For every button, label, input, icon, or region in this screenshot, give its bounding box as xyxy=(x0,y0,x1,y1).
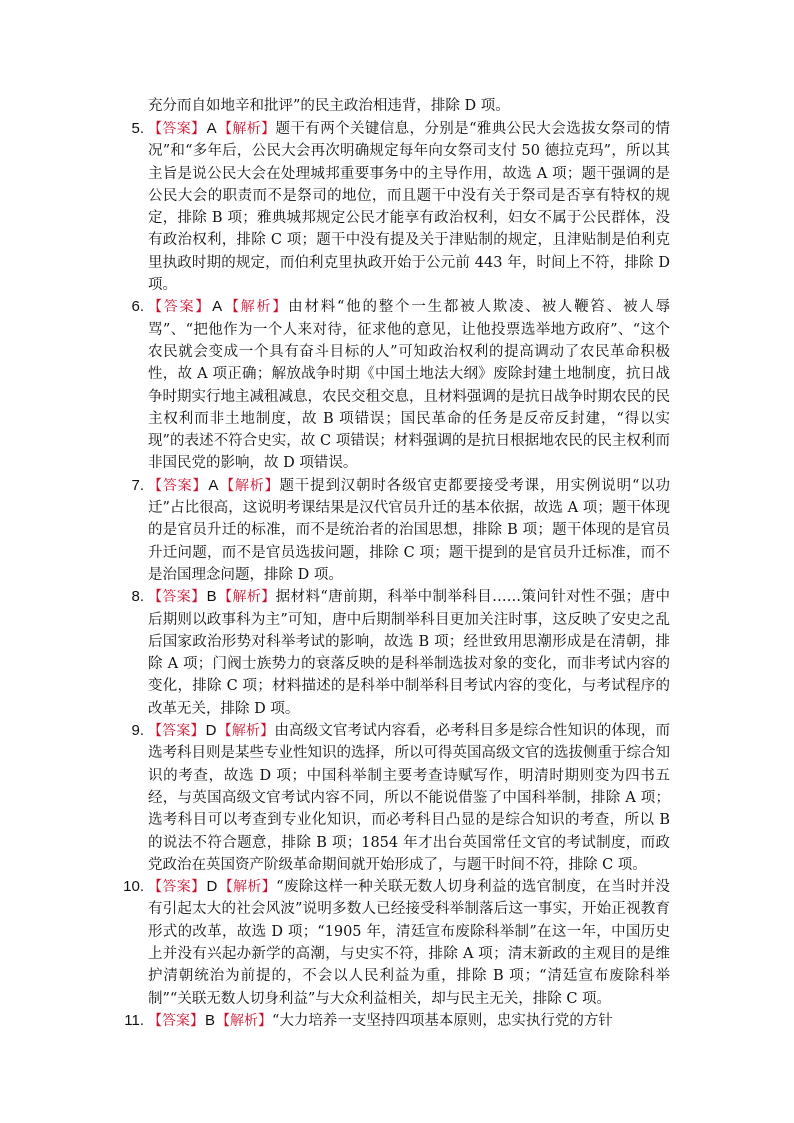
analysis-text: “废除这样一种关联无数人切身利益的选官制度，在当时并没有引起太大的社会风波”说明多数人已经接受科举制落后这一事实，开始正视教育形式的改革，故选 D 项；“1905 年，清廷宣布废除科举制”在这一年，中国历史上并没有兴起办新学的高潮，与史实不符，排除 A 项；清末新政的主观目的是维护清朝统治为前提的，不会以人民利益为重，排除 B 项；“清廷宣布废除科举制”“关联无数人切身利益”与大众利益相关，却与民主无关，排除 C 项。 xyxy=(148,879,671,1007)
analysis-label: 解析 xyxy=(233,879,262,896)
answer-choice: B xyxy=(205,1011,216,1029)
bracket-open: 【 xyxy=(217,121,233,137)
bracket-close: 】 xyxy=(192,477,208,494)
bracket-open: 【 xyxy=(219,477,235,494)
bracket-close: 】 xyxy=(272,299,289,316)
answer-label: 答案 xyxy=(162,879,192,896)
bracket-close: 】 xyxy=(190,1012,204,1029)
analysis-text: 由材料“他的整个一生都被人欺凌、被人鞭笞、被人辱骂”、“把他作为一个人来对待，征求他的意见，让他投票选举地方政府”、“这个农民就会变成一个具有奋斗目标的人”可知政治权利的提高调动了农民革命积极性，故 A 项正确；解放战争时期《中国土地法大纲》废除封建土地制度，抗日战争时期实行地主减租减息，农民交租交息，且材料强调的是抗日战争时期农民的民主权利而非土地制度，故 B 项错误；国民革命的任务是反帝反封建，“得以实现”的表述不符合史实，故 C 项错误；材料强调的是抗日根据地农民的民主权利而非国民党的影响，故 D 项错误。 xyxy=(148,299,671,472)
answer-label: 答案 xyxy=(162,589,192,606)
answer-item xyxy=(110,876,670,1010)
bracket-close: 】 xyxy=(264,477,280,494)
answer-choice: A xyxy=(212,298,223,316)
item-number: 7. xyxy=(131,476,144,494)
bracket-close: 】 xyxy=(190,723,205,740)
bracket-close: 】 xyxy=(191,121,206,137)
analysis-text: 题干有两个关键信息，分别是“雅典公民大会选拔女祭司的情况”和“多年后，公民大会再次明确规定每年向女祭司支付 50 德拉克玛”，所以其主旨是说公民大会在处理城邦重要事务中的主导作用，故选 A 项；题干强调的是公民大会的职责而不是祭司的地位，而且题干中没有关于祭司是否享有特权的规定，排除 B 项；雅典城邦规定公民才能享有政治权利，妇女不属于公民群体，没有政治权利，排除 C 项；题干中没有提及关于津贴制的规定，且津贴制是伯利克里执政时期的规定，而伯利克里执政开始于公元前 443 年，时间上不符，排除 D 项。 xyxy=(148,121,671,294)
analysis-label: 解析 xyxy=(234,477,265,494)
answer-item xyxy=(110,720,670,876)
item-number: 8. xyxy=(131,588,144,606)
bracket-close: 】 xyxy=(261,589,276,606)
analysis-label: 解析 xyxy=(232,121,262,137)
answer-item xyxy=(110,118,670,296)
analysis-text: “大力培养一支坚持四项基本原则，忠实执行党的方针 xyxy=(272,1012,613,1029)
bracket-open: 【 xyxy=(148,477,163,494)
bracket-open: 【 xyxy=(218,879,234,896)
bracket-close: 】 xyxy=(191,589,206,606)
answer-choice: D xyxy=(206,878,218,896)
bracket-open: 【 xyxy=(217,723,232,740)
analysis-label: 解析 xyxy=(231,723,261,740)
item-number: 10. xyxy=(123,878,144,896)
bracket-open: 【 xyxy=(148,121,163,137)
answer-label: 答案 xyxy=(162,121,192,137)
bracket-close: 】 xyxy=(195,299,212,316)
item-number: 9. xyxy=(131,722,144,740)
bracket-close: 】 xyxy=(191,879,206,896)
answer-item xyxy=(110,296,670,474)
answer-label: 答案 xyxy=(162,1012,190,1029)
answer-item xyxy=(110,1010,670,1032)
answer-item xyxy=(110,586,670,720)
item-number: 5. xyxy=(131,120,144,137)
analysis-label: 解析 xyxy=(230,1012,259,1029)
answer-choice: A xyxy=(208,476,219,494)
bracket-open: 【 xyxy=(148,879,163,896)
bracket-open: 【 xyxy=(216,1012,231,1029)
analysis-text: 题干提到汉朝时各级官吏都要接受考课，用实例说明“以功迁”占比很高，这说明考课结果是汉代官员升迁的基本依据，故选 A 项；题干体现的是官员升迁的标准，而不是统治者的治国思想，排除 B 项；题干体现的是官员升迁问题，而不是官员选拔问题，排除 C 项；题干提到的是官员升迁标准，而不是治国理念问题，排除 D 项。 xyxy=(148,477,671,583)
answer-choice: A xyxy=(206,120,217,137)
answer-item xyxy=(110,475,670,586)
answer-choice: B xyxy=(206,588,217,606)
answer-label: 答案 xyxy=(162,723,191,740)
answer-list xyxy=(110,118,670,1032)
analysis-text: 据材料“唐前期，科举中制举科目……策问针对性不强；唐中后期则以政事科为主”可知，唐中后期制举科目更加关注时事，这反映了安史之乱后国家政治形势对科举考试的影响，故选 B 项；经世致用思潮形成是在清朝，排除 A 项；门阀士族势力的衰落反映的是科举制选拔对象的变化，而非考试内容的变化，排除 C 项；材料描述的是科举中制举科目考试内容的变化，与考试程序的改革无关，排除 D 项。 xyxy=(148,589,671,717)
bracket-close: 】 xyxy=(261,879,277,896)
item-number: 11. xyxy=(124,1011,144,1029)
continuation-line: 充分而自如地辛和批评”的民主政治相违背，排除 D 项。 xyxy=(148,98,510,114)
bracket-open: 【 xyxy=(223,299,241,316)
bracket-open: 【 xyxy=(148,589,163,606)
answer-label: 答案 xyxy=(162,477,193,494)
bracket-open: 【 xyxy=(148,723,163,740)
analysis-text: 由高级文官考试内容看，必考科目多是综合性知识的体现，而选考科目则是某些专业性知识的选择，所以可得英国高级文官的选拔侧重于综合知识的考查，故选 D 项；中国科举制主要考查诗赋写作，明清时期则变为四书五经，与英国高级文官考试内容不同，所以不能说借鉴了中国科举制，排除 A 项；选考科目可以考查到专业化知识，而必考科目凸显的是综合知识的考查，所以 B 的说法不符合题意，排除 B 项；1854 年才出台英国常任文官的考试制度，而政党政治在英国资产阶级革命期间就开始形成了，与题干时间不符，排除 C 项。 xyxy=(148,723,671,873)
item-number: 6. xyxy=(131,298,144,316)
bracket-close: 】 xyxy=(260,723,275,740)
answer-choice: D xyxy=(205,722,217,740)
bracket-open: 【 xyxy=(217,589,233,606)
bracket-open: 【 xyxy=(148,299,164,316)
analysis-label: 解析 xyxy=(232,589,262,606)
bracket-close: 】 xyxy=(258,1012,273,1029)
bracket-open: 【 xyxy=(148,1012,162,1029)
analysis-label: 解析 xyxy=(240,299,273,316)
answer-label: 答案 xyxy=(163,299,196,316)
bracket-close: 】 xyxy=(261,121,276,137)
